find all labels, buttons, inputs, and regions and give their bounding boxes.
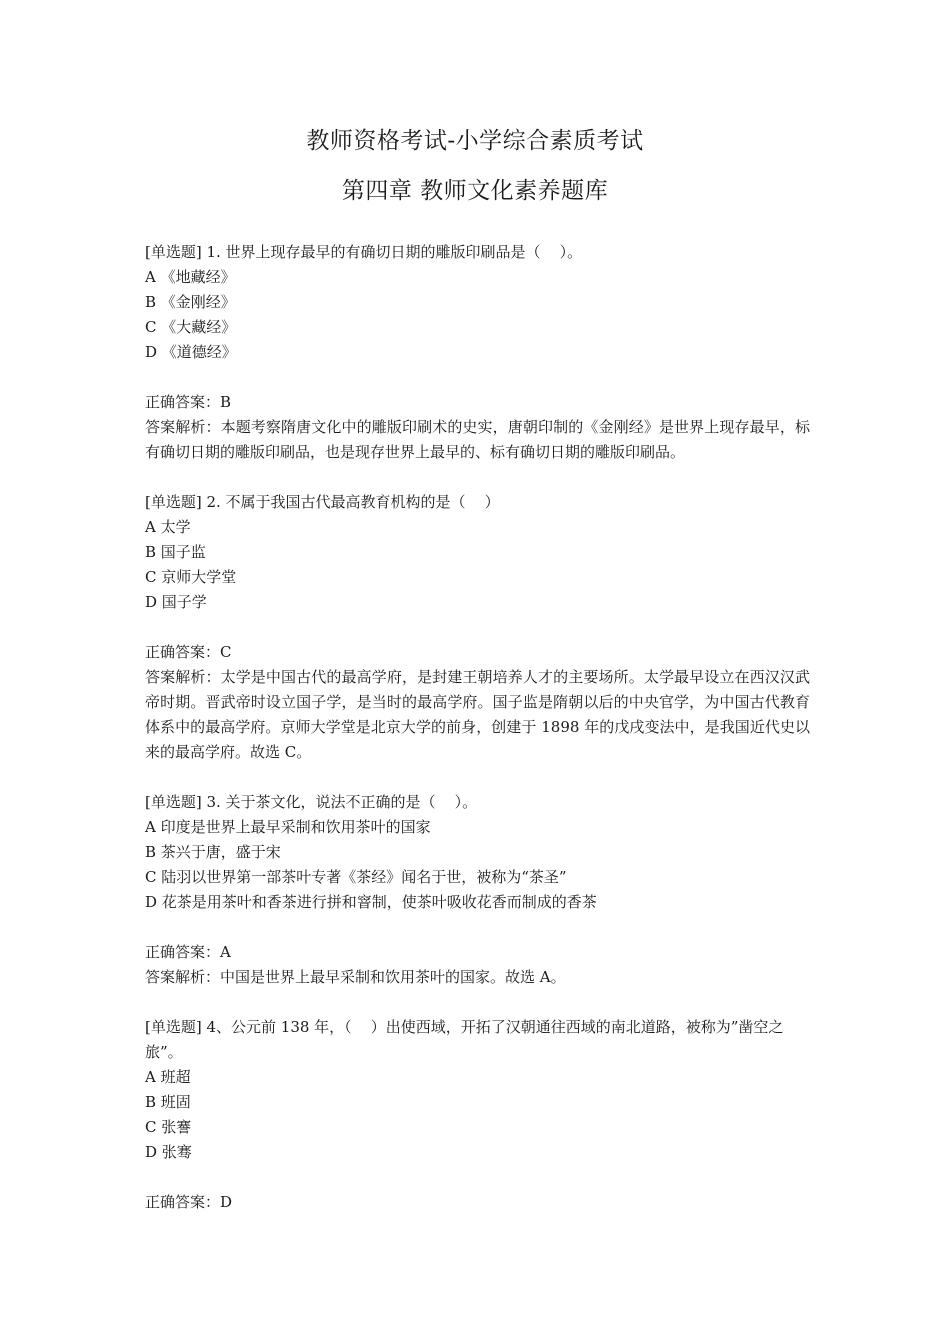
question-text: [单选题] 4、公元前 138 年，（ ）出使西域，开拓了汉朝通往西域的南北道路，被称为”凿空之旅”。	[145, 1018, 784, 1061]
option-b: B 国子监	[145, 543, 206, 561]
correct-answer: 正确答案：A	[145, 943, 231, 961]
answer-explanation: 答案解析：中国是世界上最早采制和饮用茶叶的国家。故选 A。	[145, 968, 566, 986]
option-d: D 张骞	[145, 1143, 192, 1161]
option-b: B 茶兴于唐，盛于宋	[145, 843, 281, 861]
option-c: C 京师大学堂	[145, 568, 237, 586]
document-title: 教师资格考试-小学综合素质考试	[306, 128, 644, 154]
correct-answer: 正确答案：C	[145, 643, 232, 661]
option-c: C 张謇	[145, 1118, 192, 1136]
option-c: C 《大藏经》	[145, 318, 237, 336]
option-d: D 国子学	[145, 593, 207, 611]
question-text: [单选题] 3. 关于茶文化，说法不正确的是（ ）。	[145, 793, 478, 811]
option-b: B 班固	[145, 1093, 191, 1111]
option-d: D 花茶是用茶叶和香茶进行拼和窨制，使茶叶吸收花香而制成的香茶	[145, 893, 597, 911]
chapter-title: 第四章 教师文化素养题库	[341, 178, 609, 204]
question-list	[145, 240, 810, 1215]
option-b: B 《金刚经》	[145, 293, 236, 311]
option-d: D 《道德经》	[145, 343, 237, 361]
option-c: C 陆羽以世界第一部茶叶专著《茶经》闻名于世，被称为“茶圣”	[145, 868, 567, 886]
option-a: A 班超	[145, 1068, 191, 1086]
question-text: [单选题] 1. 世界上现存最早的有确切日期的雕版印刷品是（ ）。	[145, 243, 583, 261]
option-a: A 印度是世界上最早采制和饮用茶叶的国家	[145, 818, 431, 836]
correct-answer: 正确答案：D	[145, 1193, 233, 1211]
answer-explanation: 答案解析：本题考察隋唐文化中的雕版印刷术的史实，唐朝印制的《金刚经》是世界上现存最早，标有确切日期的雕版印刷品，也是现存世界上最早的、标有确切日期的雕版印刷品。	[145, 418, 810, 461]
question-text: [单选题] 2. 不属于我国古代最高教育机构的是（ ）	[145, 493, 500, 511]
option-a: A 太学	[145, 518, 191, 536]
answer-explanation: 答案解析：太学是中国古代的最高学府，是封建王朝培养人才的主要场所。太学最早设立在西汉汉武帝时期。晋武帝时设立国子学，是当时的最高学府。国子监是隋朝以后的中央官学，为中国古代教育体系中的最高学府。京师大学堂是北京大学的前身，创建于 1898 年的戊戌变法中，是我国近代史以来的最高学府。故选 C。	[145, 668, 810, 761]
option-a: A 《地藏经》	[145, 268, 236, 286]
correct-answer: 正确答案：B	[145, 393, 232, 411]
